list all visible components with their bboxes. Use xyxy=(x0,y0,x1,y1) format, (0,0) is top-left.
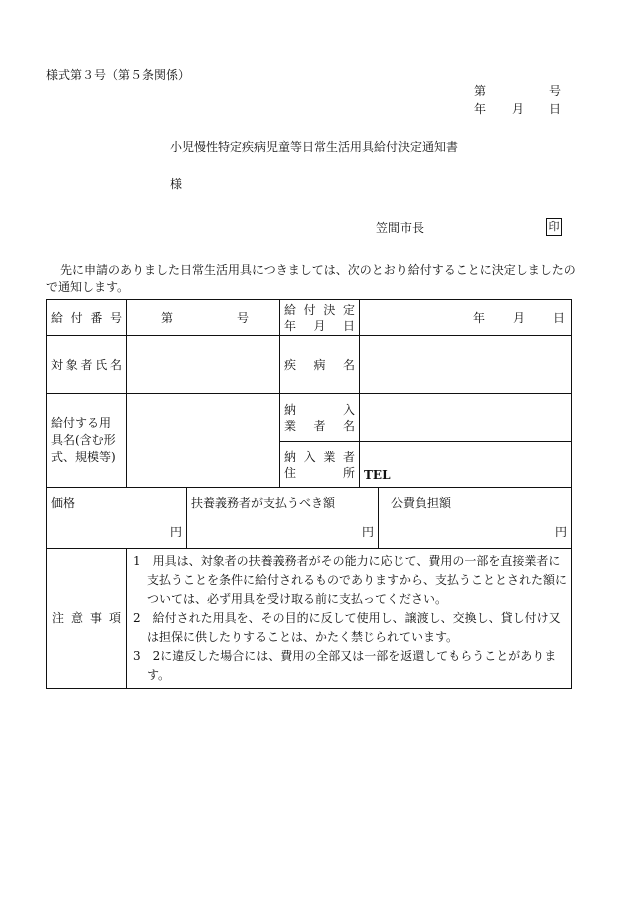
guardian-payment-cell xyxy=(187,488,379,549)
issuer-name: 笠間市長 xyxy=(376,221,425,235)
form-number: 様式第３号（第５条関係） xyxy=(46,68,191,82)
decision-month: 月 xyxy=(512,310,525,325)
table-row xyxy=(47,488,572,549)
addressee-suffix: 様 xyxy=(170,177,183,191)
grant-number-suffix: 号 xyxy=(236,310,249,325)
item-name-value xyxy=(127,394,280,488)
notes-content xyxy=(127,549,572,689)
price-cell xyxy=(47,488,187,549)
disease-value xyxy=(360,336,572,394)
doc-number-prefix: 第 xyxy=(474,84,487,98)
public-burden-yen: 円 xyxy=(554,525,567,539)
notes-table xyxy=(46,548,572,689)
vendor-name-label: 納入 業者名 xyxy=(280,394,360,442)
table-row xyxy=(47,549,572,689)
vendor-name-value xyxy=(360,394,572,442)
table-row xyxy=(47,394,572,442)
table-row xyxy=(47,300,572,336)
subject-name-value xyxy=(127,336,280,394)
seal-label: 印 xyxy=(546,218,562,236)
note-item-1: 1 用具は、対象者の扶養義務者がその能力に応じて、費用の一部を直接業者に支払うことを条件に給付されるものでありますから、支払うこととされた額については、必ず用具を受け取る前に支払ってください。 xyxy=(133,554,568,606)
note-item-3: 3 2に違反した場合には、費用の全部又は一部を返還してもらうことがあります。 xyxy=(133,649,557,682)
guardian-payment-yen: 円 xyxy=(361,525,374,539)
vendor-address-value xyxy=(360,442,572,488)
disease-label: 疾病名 xyxy=(280,336,360,394)
grant-info-table xyxy=(46,299,572,488)
date-day-label: 日 xyxy=(549,102,562,116)
decision-date-label: 給付決定 年月日 xyxy=(280,300,360,336)
vendor-address-label: 納入業者 住所 xyxy=(280,442,360,488)
note-item-2: 2 給付された用具を、その目的に反して使用し、譲渡し、交換し、貸し付け又は担保に供したりすることは、かたく禁じられています。 xyxy=(133,611,561,644)
item-name-label: 給付する用具名(含む形式、規模等) xyxy=(47,394,127,488)
guardian-payment-label: 扶養義務者が支払うべき額 xyxy=(191,496,336,510)
price-label: 価格 xyxy=(51,496,76,510)
public-burden-label: 公費負担額 xyxy=(391,496,452,510)
public-burden-cell xyxy=(379,488,572,549)
date-month-label: 月 xyxy=(512,102,525,116)
seal-mark xyxy=(546,218,562,236)
document-title: 小児慢性特定疾病児童等日常生活用具給付決定通知書 xyxy=(170,140,459,154)
doc-number-suffix: 号 xyxy=(549,84,562,98)
grant-number-cell xyxy=(127,300,280,336)
grant-number-label: 給付番号 xyxy=(47,300,127,336)
decision-year: 年 xyxy=(472,310,485,325)
subject-name-label: 対象者氏名 xyxy=(47,336,127,394)
table-row xyxy=(47,336,572,394)
price-yen: 円 xyxy=(169,525,182,539)
decision-date-cell xyxy=(360,300,572,336)
date-year-label: 年 xyxy=(474,102,487,116)
tel-label: TEL xyxy=(364,468,391,482)
grant-number-prefix: 第 xyxy=(161,310,174,325)
notes-label: 注意事項 xyxy=(47,549,127,689)
cost-table xyxy=(46,487,572,549)
intro-paragraph: 先に申請のありました日常生活用具につきましては、次のとおり給付することに決定しましたので通知します。 xyxy=(46,263,576,294)
decision-day: 日 xyxy=(552,310,565,325)
